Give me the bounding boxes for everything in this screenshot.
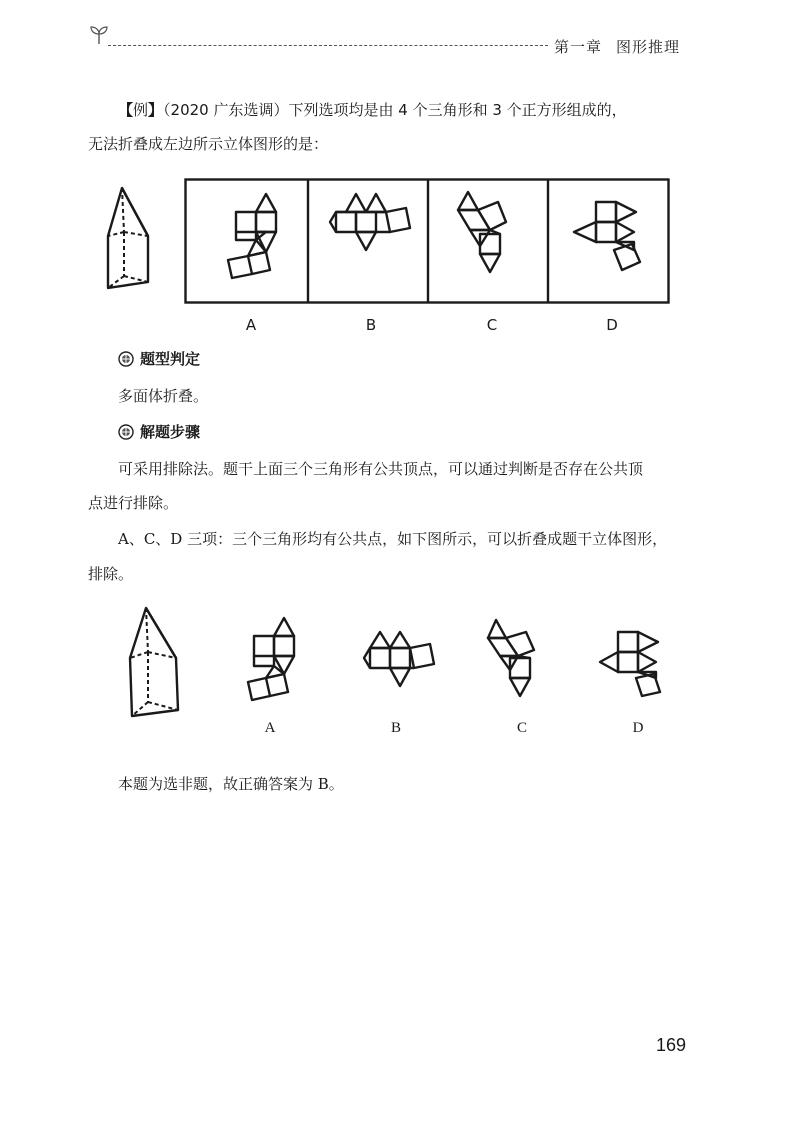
section-title-judgement: 题型判定 [140, 350, 201, 368]
section-icon-2 [118, 424, 134, 444]
prism-figure [100, 178, 164, 298]
conclusion: 本题为选非题，故正确答案为 B。 [118, 775, 344, 793]
example-intro: （2020 广东选调）下列选项均是由 4 个三角形和 3 个正方形组成的， [163, 101, 627, 119]
bottom-net-b [358, 624, 444, 702]
prism-figure-bottom [122, 604, 188, 724]
net-a [228, 194, 276, 278]
example-bracket-right: 】 [148, 101, 164, 119]
option-label-d-top: D [606, 316, 618, 334]
options-box [184, 178, 670, 308]
steps-p2-line2: 排除。 [88, 565, 134, 583]
option-label-a-top: A [245, 316, 257, 334]
steps-p2-line1: A、C、D 三项：三个三角形均有公共点，如下图所示，可以折叠成题干立体图形， [118, 530, 668, 548]
example-bracket-left: 【 [118, 101, 134, 119]
example-question [118, 99, 718, 121]
option-label-b-top: B [365, 316, 377, 334]
chapter-label: 第一章 [554, 38, 603, 56]
steps-p1-line1: 可采用排除法。题干上面三个三角形有公共顶点，可以通过判断是否存在公共顶 [118, 460, 644, 478]
steps-p1-line2: 点进行排除。 [88, 494, 179, 512]
net-c [458, 192, 506, 272]
section-label: 图形推理 [616, 38, 681, 56]
option-label-c-top: C [486, 316, 498, 334]
section-title-steps: 解题步骤 [140, 423, 201, 441]
bottom-net-c [478, 612, 558, 712]
page-number: 169 [656, 1035, 687, 1055]
bottom-net-d [598, 628, 670, 708]
option-label-a-bottom: A [264, 720, 276, 736]
net-b [330, 194, 410, 250]
running-header [554, 36, 680, 57]
net-d [574, 202, 640, 270]
option-label-d-bottom: D [632, 720, 644, 736]
section-icon-1 [118, 351, 134, 371]
header-leaf-icon [88, 24, 110, 50]
option-label-b-bottom: B [390, 720, 401, 736]
section-body-judgement: 多面体折叠。 [118, 387, 209, 405]
example-question-cont: 无法折叠成左边所示立体图形的是： [88, 135, 329, 153]
example-tag: 例 [133, 101, 149, 119]
option-label-c-bottom: C [516, 720, 527, 736]
bottom-net-a [240, 612, 310, 712]
header-divider [108, 45, 548, 46]
